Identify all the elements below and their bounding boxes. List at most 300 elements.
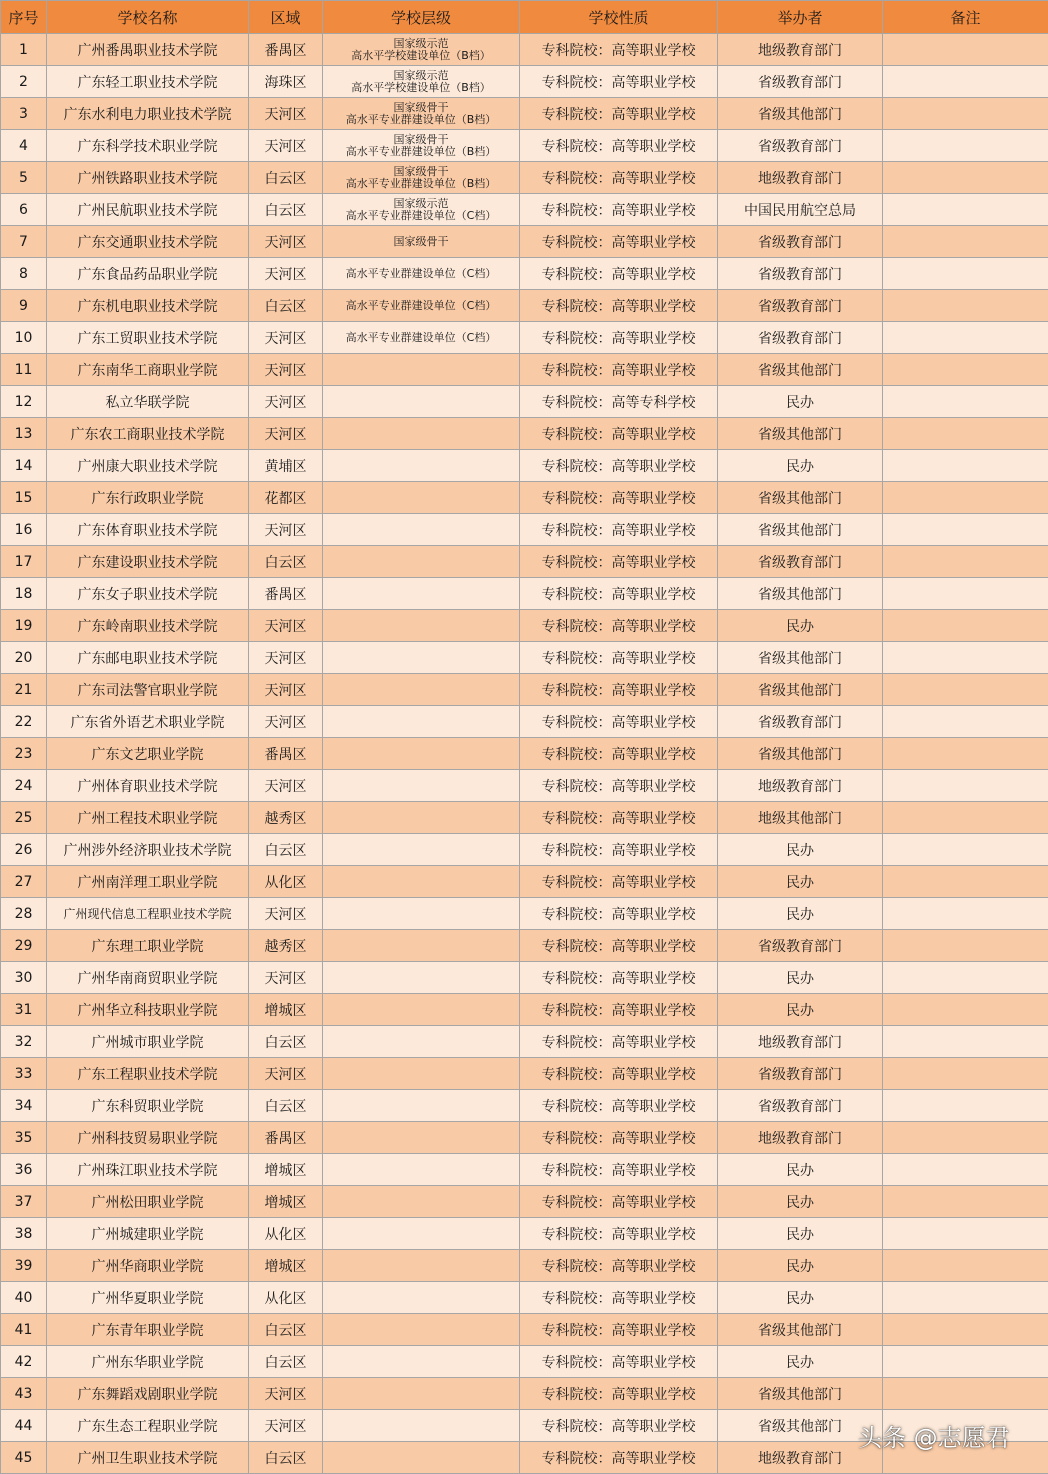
cell-index: 21 [1,674,47,706]
table-row [1,1090,1048,1122]
cell-index: 15 [1,482,47,514]
cell-school-level [323,322,520,354]
cell-school-name: 广东南华工商职业学院 [47,354,249,386]
cell-school-nature: 专科院校：高等职业学校 [520,130,718,162]
cell-index: 13 [1,418,47,450]
cell-school-nature: 专科院校：高等职业学校 [520,546,718,578]
cell-index: 26 [1,834,47,866]
cell-organizer: 民办 [718,1250,883,1282]
cell-school-level [323,1218,520,1250]
cell-note [883,482,1048,514]
cell-school-name: 广州华商职业学院 [47,1250,249,1282]
cell-note [883,98,1048,130]
cell-school-name: 广东建设职业技术学院 [47,546,249,578]
cell-organizer: 省级其他部门 [718,738,883,770]
cell-school-name: 私立华联学院 [47,386,249,418]
cell-area: 增城区 [249,1186,323,1218]
cell-index: 18 [1,578,47,610]
table-row [1,1154,1048,1186]
cell-organizer: 省级其他部门 [718,1314,883,1346]
table-row [1,994,1048,1026]
cell-index: 4 [1,130,47,162]
level-line: 国家级骨干 [323,102,519,114]
cell-school-level [323,1410,520,1442]
table-row [1,898,1048,930]
cell-index: 24 [1,770,47,802]
cell-note [883,34,1048,66]
cell-area: 白云区 [249,1442,323,1474]
level-line: 国家级骨干 [323,134,519,146]
cell-index: 9 [1,290,47,322]
header-note: 备注 [883,1,1048,34]
cell-note [883,706,1048,738]
table-row [1,66,1048,98]
table-row [1,450,1048,482]
level-line: 高水平专业群建设单位（B档） [323,146,519,158]
cell-index: 25 [1,802,47,834]
cell-school-nature: 专科院校：高等职业学校 [520,802,718,834]
cell-index: 6 [1,194,47,226]
cell-school-name: 广东生态工程职业学院 [47,1410,249,1442]
cell-school-nature: 专科院校：高等职业学校 [520,962,718,994]
cell-index: 33 [1,1058,47,1090]
cell-index: 37 [1,1186,47,1218]
cell-school-nature: 专科院校：高等职业学校 [520,1442,718,1474]
cell-school-nature: 专科院校：高等职业学校 [520,610,718,642]
level-line: 高水平专业群建设单位（C档） [323,268,519,280]
cell-school-level [323,578,520,610]
cell-school-level [323,642,520,674]
cell-area: 番禺区 [249,34,323,66]
cell-school-name: 广州康大职业技术学院 [47,450,249,482]
cell-school-name: 广东水利电力职业技术学院 [47,98,249,130]
cell-organizer: 民办 [718,994,883,1026]
cell-school-level [323,674,520,706]
table-row [1,290,1048,322]
cell-school-level [323,482,520,514]
cell-school-level [323,610,520,642]
table-row [1,546,1048,578]
table-row [1,98,1048,130]
table-row [1,642,1048,674]
cell-school-nature: 专科院校：高等职业学校 [520,994,718,1026]
cell-area: 黄埔区 [249,450,323,482]
table-row [1,322,1048,354]
table-row [1,1378,1048,1410]
cell-school-nature: 专科院校：高等职业学校 [520,706,718,738]
cell-school-level [323,1058,520,1090]
cell-school-name: 广州城市职业学院 [47,1026,249,1058]
cell-school-name: 广东行政职业学院 [47,482,249,514]
cell-school-nature: 专科院校：高等专科学校 [520,386,718,418]
table-row [1,1250,1048,1282]
cell-index: 41 [1,1314,47,1346]
cell-area: 天河区 [249,706,323,738]
cell-organizer: 省级其他部门 [718,674,883,706]
cell-school-nature: 专科院校：高等职业学校 [520,738,718,770]
cell-school-name: 广东省外语艺术职业学院 [47,706,249,738]
table-body [1,34,1048,1474]
cell-index: 42 [1,1346,47,1378]
cell-school-level [323,130,520,162]
cell-index: 16 [1,514,47,546]
level-line: 高水平专业群建设单位（B档） [323,114,519,126]
cell-school-level [323,290,520,322]
cell-school-nature: 专科院校：高等职业学校 [520,642,718,674]
cell-note [883,514,1048,546]
cell-area: 白云区 [249,1090,323,1122]
cell-index: 40 [1,1282,47,1314]
cell-school-nature: 专科院校：高等职业学校 [520,482,718,514]
cell-school-name: 广州科技贸易职业学院 [47,1122,249,1154]
cell-area: 番禺区 [249,1122,323,1154]
table-row [1,962,1048,994]
header-index: 序号 [1,1,47,34]
cell-school-level [323,514,520,546]
cell-index: 29 [1,930,47,962]
cell-school-nature: 专科院校：高等职业学校 [520,1250,718,1282]
cell-organizer: 省级教育部门 [718,130,883,162]
cell-school-level [323,1250,520,1282]
cell-school-nature: 专科院校：高等职业学校 [520,162,718,194]
cell-school-nature: 专科院校：高等职业学校 [520,450,718,482]
cell-note [883,898,1048,930]
cell-area: 海珠区 [249,66,323,98]
cell-note [883,610,1048,642]
cell-organizer: 中国民用航空总局 [718,194,883,226]
table-row [1,482,1048,514]
cell-area: 越秀区 [249,802,323,834]
cell-index: 10 [1,322,47,354]
cell-school-nature: 专科院校：高等职业学校 [520,1378,718,1410]
cell-area: 天河区 [249,1378,323,1410]
cell-school-level [323,66,520,98]
cell-area: 增城区 [249,1250,323,1282]
cell-school-nature: 专科院校：高等职业学校 [520,322,718,354]
cell-school-nature: 专科院校：高等职业学校 [520,1410,718,1442]
cell-school-nature: 专科院校：高等职业学校 [520,1154,718,1186]
level-line: 国家级骨干 [323,166,519,178]
table-row [1,34,1048,66]
cell-school-nature: 专科院校：高等职业学校 [520,1346,718,1378]
cell-school-level [323,546,520,578]
table-row [1,738,1048,770]
cell-note [883,1218,1048,1250]
cell-index: 32 [1,1026,47,1058]
cell-note [883,770,1048,802]
cell-school-level [323,994,520,1026]
cell-school-name: 广东工贸职业技术学院 [47,322,249,354]
level-line: 国家级示范 [323,198,519,210]
cell-area: 白云区 [249,1346,323,1378]
cell-area: 白云区 [249,546,323,578]
table-row [1,834,1048,866]
cell-school-name: 广州珠江职业技术学院 [47,1154,249,1186]
cell-school-level [323,386,520,418]
cell-organizer: 省级教育部门 [718,546,883,578]
table-row [1,578,1048,610]
cell-school-name: 广东青年职业学院 [47,1314,249,1346]
cell-note [883,802,1048,834]
cell-area: 天河区 [249,130,323,162]
cell-school-nature: 专科院校：高等职业学校 [520,1058,718,1090]
cell-area: 番禺区 [249,578,323,610]
cell-school-level [323,770,520,802]
cell-area: 天河区 [249,354,323,386]
cell-note [883,1154,1048,1186]
cell-school-level [323,162,520,194]
table-row [1,514,1048,546]
header-row [1,1,1048,34]
cell-index: 12 [1,386,47,418]
cell-school-level [323,738,520,770]
cell-note [883,866,1048,898]
table-row [1,130,1048,162]
cell-organizer: 省级其他部门 [718,1410,883,1442]
cell-organizer: 地级教育部门 [718,1122,883,1154]
table-row [1,1058,1048,1090]
cell-school-name: 广州华夏职业学院 [47,1282,249,1314]
cell-organizer: 省级其他部门 [718,354,883,386]
cell-school-name: 广东女子职业技术学院 [47,578,249,610]
cell-index: 43 [1,1378,47,1410]
table-row [1,610,1048,642]
cell-area: 天河区 [249,1058,323,1090]
cell-note [883,578,1048,610]
cell-note [883,386,1048,418]
cell-organizer: 地级教育部门 [718,1442,883,1474]
cell-school-name: 广东交通职业技术学院 [47,226,249,258]
cell-school-nature: 专科院校：高等职业学校 [520,770,718,802]
cell-index: 31 [1,994,47,1026]
header-school-name: 学校名称 [47,1,249,34]
table-row [1,930,1048,962]
cell-area: 从化区 [249,1282,323,1314]
cell-index: 20 [1,642,47,674]
table-row [1,1218,1048,1250]
cell-note [883,194,1048,226]
cell-organizer: 地级教育部门 [718,162,883,194]
cell-school-nature: 专科院校：高等职业学校 [520,226,718,258]
cell-school-level [323,354,520,386]
cell-index: 23 [1,738,47,770]
cell-organizer: 民办 [718,898,883,930]
cell-index: 7 [1,226,47,258]
cell-index: 1 [1,34,47,66]
table-row [1,674,1048,706]
cell-school-name: 广州东华职业学院 [47,1346,249,1378]
cell-area: 越秀区 [249,930,323,962]
cell-organizer: 省级其他部门 [718,642,883,674]
cell-school-level [323,34,520,66]
cell-school-nature: 专科院校：高等职业学校 [520,1122,718,1154]
cell-organizer: 民办 [718,610,883,642]
table-row [1,258,1048,290]
cell-note [883,738,1048,770]
cell-area: 从化区 [249,866,323,898]
cell-school-name: 广东岭南职业技术学院 [47,610,249,642]
cell-note [883,1058,1048,1090]
cell-note [883,1186,1048,1218]
cell-school-level [323,1314,520,1346]
cell-school-nature: 专科院校：高等职业学校 [520,578,718,610]
cell-index: 36 [1,1154,47,1186]
cell-organizer: 民办 [718,1346,883,1378]
cell-organizer: 民办 [718,1282,883,1314]
table-row [1,194,1048,226]
cell-organizer: 民办 [718,866,883,898]
cell-school-level [323,1378,520,1410]
table-row [1,1346,1048,1378]
cell-school-name: 广东司法警官职业学院 [47,674,249,706]
table-row [1,226,1048,258]
cell-school-level [323,802,520,834]
table-header [1,1,1048,34]
cell-school-level [323,1026,520,1058]
cell-school-level [323,1090,520,1122]
cell-school-level [323,1346,520,1378]
cell-school-name: 广州现代信息工程职业技术学院 [47,898,249,930]
cell-school-name: 广东体育职业技术学院 [47,514,249,546]
cell-school-level [323,1154,520,1186]
cell-index: 34 [1,1090,47,1122]
cell-school-name: 广东理工职业学院 [47,930,249,962]
table-row [1,418,1048,450]
cell-note [883,1250,1048,1282]
cell-school-level [323,258,520,290]
cell-school-name: 广东农工商职业技术学院 [47,418,249,450]
header-area: 区域 [249,1,323,34]
cell-area: 天河区 [249,514,323,546]
cell-index: 3 [1,98,47,130]
cell-school-level [323,898,520,930]
cell-organizer: 省级其他部门 [718,578,883,610]
cell-note [883,1346,1048,1378]
cell-note [883,834,1048,866]
level-line: 国家级示范 [323,38,519,50]
cell-index: 14 [1,450,47,482]
cell-school-name: 广州华立科技职业学院 [47,994,249,1026]
cell-school-name: 广州城建职业学院 [47,1218,249,1250]
cell-school-name: 广州南洋理工职业学院 [47,866,249,898]
cell-note [883,354,1048,386]
cell-note [883,258,1048,290]
cell-school-name: 广东舞蹈戏剧职业学院 [47,1378,249,1410]
cell-note [883,962,1048,994]
cell-school-level [323,1282,520,1314]
table-row [1,1282,1048,1314]
cell-school-level [323,1122,520,1154]
cell-school-level [323,706,520,738]
cell-organizer: 地级教育部门 [718,1026,883,1058]
cell-school-nature: 专科院校：高等职业学校 [520,354,718,386]
cell-organizer: 民办 [718,962,883,994]
level-line: 高水平学校建设单位（B档） [323,50,519,62]
cell-organizer: 省级教育部门 [718,1058,883,1090]
cell-area: 花都区 [249,482,323,514]
cell-note [883,130,1048,162]
cell-index: 8 [1,258,47,290]
cell-school-nature: 专科院校：高等职业学校 [520,514,718,546]
cell-organizer: 地级教育部门 [718,34,883,66]
cell-school-level [323,98,520,130]
cell-school-nature: 专科院校：高等职业学校 [520,194,718,226]
level-line: 高水平专业群建设单位（C档） [323,332,519,344]
table-row [1,866,1048,898]
cell-note [883,1378,1048,1410]
cell-note [883,1026,1048,1058]
table-row [1,802,1048,834]
cell-area: 番禺区 [249,738,323,770]
cell-note [883,674,1048,706]
cell-note [883,290,1048,322]
cell-organizer: 民办 [718,834,883,866]
cell-area: 天河区 [249,1410,323,1442]
cell-organizer: 省级教育部门 [718,322,883,354]
cell-index: 28 [1,898,47,930]
cell-index: 19 [1,610,47,642]
cell-area: 天河区 [249,962,323,994]
cell-organizer: 省级其他部门 [718,514,883,546]
cell-organizer: 民办 [718,450,883,482]
cell-school-level [323,1186,520,1218]
cell-area: 白云区 [249,834,323,866]
cell-organizer: 省级教育部门 [718,66,883,98]
cell-organizer: 省级其他部门 [718,1378,883,1410]
cell-organizer: 省级教育部门 [718,258,883,290]
cell-area: 白云区 [249,1314,323,1346]
cell-organizer: 民办 [718,1154,883,1186]
cell-index: 11 [1,354,47,386]
cell-school-name: 广州卫生职业技术学院 [47,1442,249,1474]
cell-index: 22 [1,706,47,738]
header-organizer: 举办者 [718,1,883,34]
cell-organizer: 省级教育部门 [718,226,883,258]
cell-school-level [323,930,520,962]
cell-school-nature: 专科院校：高等职业学校 [520,866,718,898]
cell-school-name: 广东科学技术职业学院 [47,130,249,162]
cell-note [883,162,1048,194]
cell-note [883,642,1048,674]
cell-school-level [323,962,520,994]
cell-school-level [323,450,520,482]
table-row [1,706,1048,738]
table-row [1,162,1048,194]
cell-school-level [323,226,520,258]
cell-area: 白云区 [249,1026,323,1058]
table-row [1,386,1048,418]
cell-school-name: 广东工程职业技术学院 [47,1058,249,1090]
cell-school-name: 广东文艺职业学院 [47,738,249,770]
cell-organizer: 省级其他部门 [718,98,883,130]
cell-school-nature: 专科院校：高等职业学校 [520,1314,718,1346]
cell-note [883,450,1048,482]
cell-area: 天河区 [249,322,323,354]
table-row [1,770,1048,802]
cell-school-level [323,834,520,866]
cell-organizer: 省级教育部门 [718,930,883,962]
cell-school-name: 广东轻工职业技术学院 [47,66,249,98]
level-line: 高水平专业群建设单位（C档） [323,210,519,222]
table-row [1,1314,1048,1346]
level-line: 高水平学校建设单位（B档） [323,82,519,94]
header-school-nature: 学校性质 [520,1,718,34]
watermark-text: 头条 @志愿君 [858,1418,1010,1453]
cell-school-name: 广州民航职业技术学院 [47,194,249,226]
cell-school-nature: 专科院校：高等职业学校 [520,1090,718,1122]
table-row [1,1186,1048,1218]
cell-index: 44 [1,1410,47,1442]
